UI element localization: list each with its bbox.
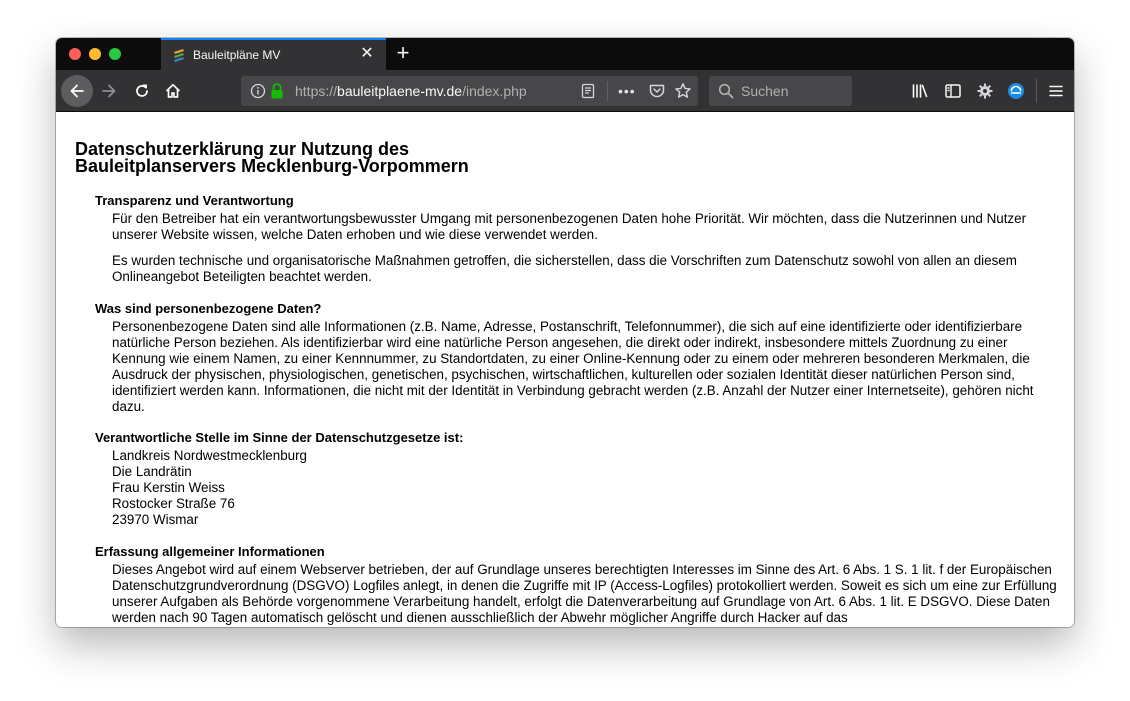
url-bar[interactable] — [241, 76, 698, 106]
section-heading-verantwortliche-stelle: Verantwortliche Stelle im Sinne der Datenschutzgesetze ist: — [95, 430, 464, 445]
address-line-3: Frau Kerstin Weiss — [112, 480, 225, 495]
url-text[interactable] — [295, 82, 527, 100]
section-heading-erfassung: Erfassung allgemeiner Informationen — [95, 544, 325, 559]
search-bar[interactable] — [709, 76, 852, 106]
sidebar-icon[interactable] — [944, 82, 962, 100]
tab-bauleitplaene[interactable] — [161, 38, 386, 70]
back-button[interactable] — [61, 75, 93, 107]
url-host: bauleitplaene-mv.de — [337, 83, 463, 99]
url-scheme: https:// — [295, 83, 338, 99]
library-icon[interactable] — [911, 82, 929, 100]
lock-icon[interactable] — [270, 82, 284, 100]
reload-button[interactable] — [126, 75, 158, 107]
address-line-2: Die Landrätin — [112, 464, 192, 479]
search-input[interactable]: Suchen — [741, 83, 789, 99]
paragraph-personenbezogene-daten: Personenbezogene Daten sind alle Informationen (z.B. Name, Adresse, Postanschrift, Telefonnummer), die sich auf eine identifizierte oder identifizierbare natürliche Person beziehen. Als identifizierbar wird eine natürliche Person angesehen, die direkt oder indirekt, insbesondere mittels Zuordnung zu einer Kennung wie einem Namen, zu einer Kennnummer, zu Standortdaten, zu einer Online-Kennung oder zu einem oder mehreren besonderen Merkmalen, die Ausdruck der physischen, physiologischen, genetischen, psychischen, wirtschaftlichen, kulturellen oder sozialen Identität dieser natürlichen Person sind, identifiziert werden kann. Informationen, die nicht mit der Identität in Verbindung gebracht werden (z.B. Anzahl der Nutzer einer Internetseite), gehören nicht dazu. — [112, 319, 1034, 414]
paragraph-transparenz-1: Für den Betreiber hat ein verantwortungsbewusster Umgang mit personenbezogenen Daten hohe Priorität. Wir möchten, dass die Nutzerinnen und Nutzer unserer Website wissen, welche Daten erhoben und wie diese verwendet werden. — [112, 211, 1027, 242]
address-line-5: 23970 Wismar — [112, 512, 199, 527]
browser-window — [56, 38, 1074, 627]
forward-button[interactable] — [93, 75, 125, 107]
arrow-left-icon — [68, 82, 86, 100]
page-actions-icon[interactable]: ••• — [618, 83, 636, 99]
extension-gear-icon[interactable] — [976, 82, 994, 100]
paragraph-erfassung: Dieses Angebot wird auf einem Webserver betrieben, der auf Grundlage unseres berechtigten Interesses im Sinne des Art. 6 Abs. 1 S. 1 lit. f der Europäischen Datenschutzgrundverordnung (DSGVO) Logfiles anlegt, in denen die Zugriffe mit IP (Access-Logfiles) protokolliert werden. Soweit es sich um eine zur Erfüllung unserer Aufgaben als Behörde vorgenommene Verarbeitung handelt, erfolgt die Datenverarbeitung auf Grundlage von Art. 6 Abs. 1 lit. E DSGVO. Diese Daten werden nach 90 Tagen automatisch gelöscht und dienen ausschließlich der Abwehr möglicher Angriffe durch Hacker auf das — [112, 562, 1057, 625]
site-favicon-icon — [172, 48, 186, 62]
page-content — [56, 112, 1074, 627]
home-icon — [164, 82, 182, 100]
address-line-4: Rostocker Straße 76 — [112, 496, 235, 511]
page-title — [75, 141, 595, 175]
pocket-icon[interactable] — [648, 82, 666, 100]
hamburger-menu-icon[interactable] — [1047, 82, 1065, 100]
paragraph-transparenz-2: Es wurden technische und organisatorische Maßnahmen getroffen, die sicherstellen, dass die Vorschriften zum Datenschutz sowohl von allen an diesem Onlineangebot Beteiligten beachtet werden. — [112, 253, 1017, 284]
nav-toolbar — [56, 70, 1074, 112]
section-heading-transparenz: Transparenz und Verantwortung — [95, 193, 294, 208]
info-icon[interactable] — [250, 83, 266, 99]
page-title-line-1: Datenschutzerklärung zur Nutzung des — [75, 139, 410, 159]
home-button[interactable] — [157, 75, 189, 107]
section-heading-personenbezogene-daten: Was sind personenbezogene Daten? — [95, 301, 322, 316]
tab-close-icon[interactable]: ✕ — [360, 45, 374, 62]
close-window-button[interactable] — [69, 48, 81, 60]
toolbar-divider — [1036, 79, 1037, 103]
bookmark-star-icon[interactable] — [674, 82, 692, 100]
minimize-window-button[interactable] — [89, 48, 101, 60]
new-tab-button[interactable]: + — [396, 40, 410, 65]
search-icon — [718, 83, 734, 99]
page-title-line-2: Bauleitplanservers Mecklenburg-Vorpommern — [75, 156, 469, 176]
url-bar-divider — [607, 81, 608, 101]
url-path: /index.php — [462, 83, 527, 99]
tab-title: Bauleitpläne MV — [193, 48, 281, 62]
extension-blue-icon[interactable] — [1007, 82, 1025, 100]
address-line-1: Landkreis Nordwestmecklenburg — [112, 448, 308, 463]
zoom-window-button[interactable] — [109, 48, 121, 60]
tab-strip — [56, 38, 1074, 70]
reload-icon — [133, 82, 151, 100]
reader-view-icon[interactable] — [580, 83, 596, 99]
arrow-right-icon — [100, 82, 118, 100]
